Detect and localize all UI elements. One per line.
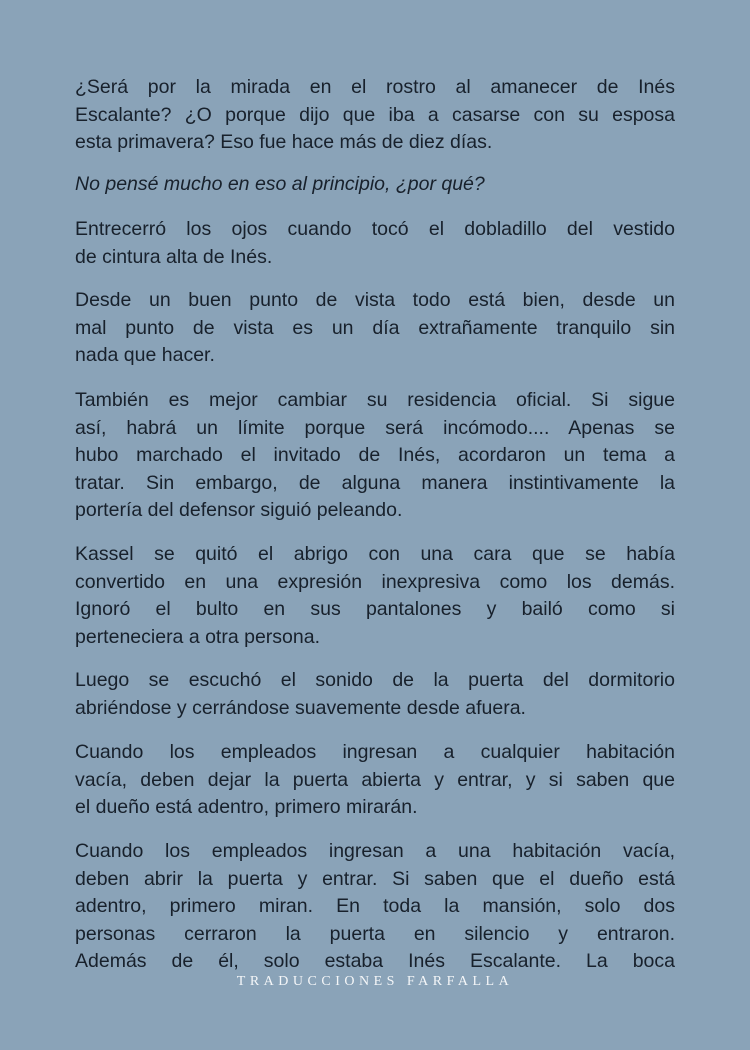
text-line: ¿Será por la mirada en el rostro al amanecer de Inés <box>75 76 675 98</box>
text-line: Escalante? ¿O porque dijo que iba a casarse con su esposa <box>75 103 675 126</box>
text-line: tratar. Sin embargo, de alguna manera instintivamente la <box>75 471 675 494</box>
paragraph <box>75 74 675 157</box>
paragraph <box>75 287 675 370</box>
text-line: mal punto de vista es un día extrañamente tranquilo sin <box>75 316 675 339</box>
text-line: portería del defensor siguió peleando. <box>75 499 403 522</box>
text-line: Cuando los empleados ingresan a una habitación vacía, <box>75 840 675 862</box>
paragraph <box>75 667 675 722</box>
text-line: No pensé mucho en eso al principio, ¿por qué? <box>75 173 485 195</box>
text-line: Además de él, solo estaba Inés Escalante. La boca <box>75 950 675 973</box>
text-line: esta primavera? Eso fue hace más de diez días. <box>75 131 493 154</box>
text-line: nada que hacer. <box>75 344 215 367</box>
paragraph <box>75 838 675 976</box>
text-line: de cintura alta de Inés. <box>75 245 273 268</box>
paragraph <box>75 739 675 822</box>
paragraph <box>75 541 675 651</box>
text-line: adentro, primero miran. En toda la mansión, solo dos <box>75 895 675 918</box>
text-line: Entrecerró los ojos cuando tocó el dobladillo del vestido <box>75 218 675 240</box>
text-line: Kassel se quitó el abrigo con una cara que se había <box>75 543 675 565</box>
text-line: abriéndose y cerrándose suavemente desde afuera. <box>75 696 526 719</box>
text-line: vacía, deben dejar la puerta abierta y entrar, y si saben que <box>75 768 675 791</box>
paragraph <box>75 387 675 525</box>
text-line: Luego se escuchó el sonido de la puerta del dormitorio <box>75 669 675 691</box>
text-line: el dueño está adentro, primero mirarán. <box>75 796 418 819</box>
text-line: así, habrá un límite porque será incómodo.... Apenas se <box>75 416 675 439</box>
text-line: deben abrir la puerta y entrar. Si saben que el dueño está <box>75 867 675 890</box>
text-line: perteneciera a otra persona. <box>75 625 320 648</box>
text-line: Ignoró el bulto en sus pantalones y bailó como si <box>75 598 675 621</box>
text-line: convertido en una expresión inexpresiva como los demás. <box>75 570 675 593</box>
paragraph <box>75 171 675 199</box>
text-line: personas cerraron la puerta en silencio y entraron. <box>75 922 675 945</box>
text-line: hubo marchado el invitado de Inés, acordaron un tema a <box>75 444 675 467</box>
text-line: También es mejor cambiar su residencia oficial. Si sigue <box>75 389 675 411</box>
footer-watermark: TRADUCCIONES FARFALLA <box>236 974 514 989</box>
paragraph <box>75 216 675 271</box>
text-line: Cuando los empleados ingresan a cualquier habitación <box>75 741 675 763</box>
text-line: Desde un buen punto de vista todo está bien, desde un <box>75 289 675 311</box>
